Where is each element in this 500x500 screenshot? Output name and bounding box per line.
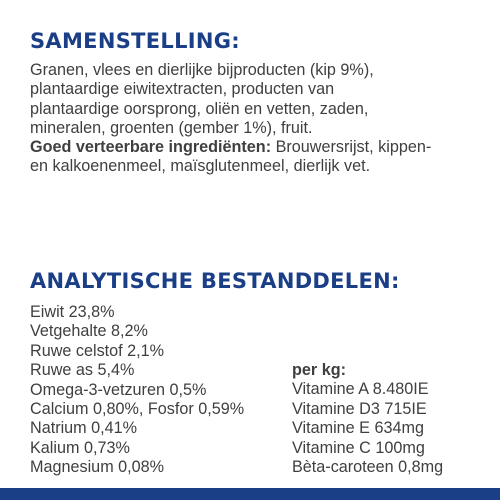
analytical-item: Ruwe as 5,4%: [30, 361, 135, 380]
composition-line: Granen, vlees en dierlijke bijproducten (kip 9%),: [30, 61, 374, 79]
digestible-line-2: en kalkoenenmeel, maïsglutenmeel, dierlijk vet.: [30, 157, 371, 176]
digestible-text: Brouwersrijst, kippen-: [271, 138, 432, 157]
composition-text: [30, 61, 485, 177]
vitamin-item: Vitamine D3 715IE: [292, 399, 427, 418]
vitamin-item: Vitamine E 634mg: [292, 419, 424, 438]
analytical-item: Eiwit 23,8%: [30, 303, 115, 321]
vitamin-item: Vitamine A 8.480IE: [292, 380, 429, 399]
vitamin-item: Vitamine C 100mg: [292, 438, 425, 457]
bottom-color-bar: [0, 488, 500, 500]
composition-line: mineralen, groenten (gember 1%), fruit.: [30, 118, 313, 137]
analytical-item: Natrium 0,41%: [30, 419, 138, 438]
analytical-list: [30, 303, 244, 478]
composition-heading: SAMENSTELLING:: [30, 29, 240, 53]
analytical-item: Omega-3-vetzuren 0,5%: [30, 380, 207, 399]
analytical-heading: ANALYTISCHE BESTANDDELEN:: [30, 269, 400, 293]
analytical-item: Calcium 0,80%, Fosfor 0,59%: [30, 400, 245, 419]
vitamin-item: Bèta-caroteen 0,8mg: [292, 458, 444, 477]
vitamin-list: [292, 361, 443, 477]
analytical-item: Vetgehalte 8,2%: [30, 322, 148, 341]
analytical-item: Kalium 0,73%: [30, 438, 130, 457]
composition-line: plantaardige eiwitextracten, producten van: [30, 80, 335, 99]
per-kg-label: per kg:: [292, 361, 346, 379]
digestible-label: Goed verteerbare ingrediënten:: [30, 138, 272, 157]
analytical-item: Magnesium 0,08%: [30, 458, 165, 477]
analytical-item: Ruwe celstof 2,1%: [30, 341, 165, 360]
digestible-line: [30, 138, 485, 157]
composition-line: plantaardige oorsprong, oliën en vetten, zaden,: [30, 99, 369, 118]
